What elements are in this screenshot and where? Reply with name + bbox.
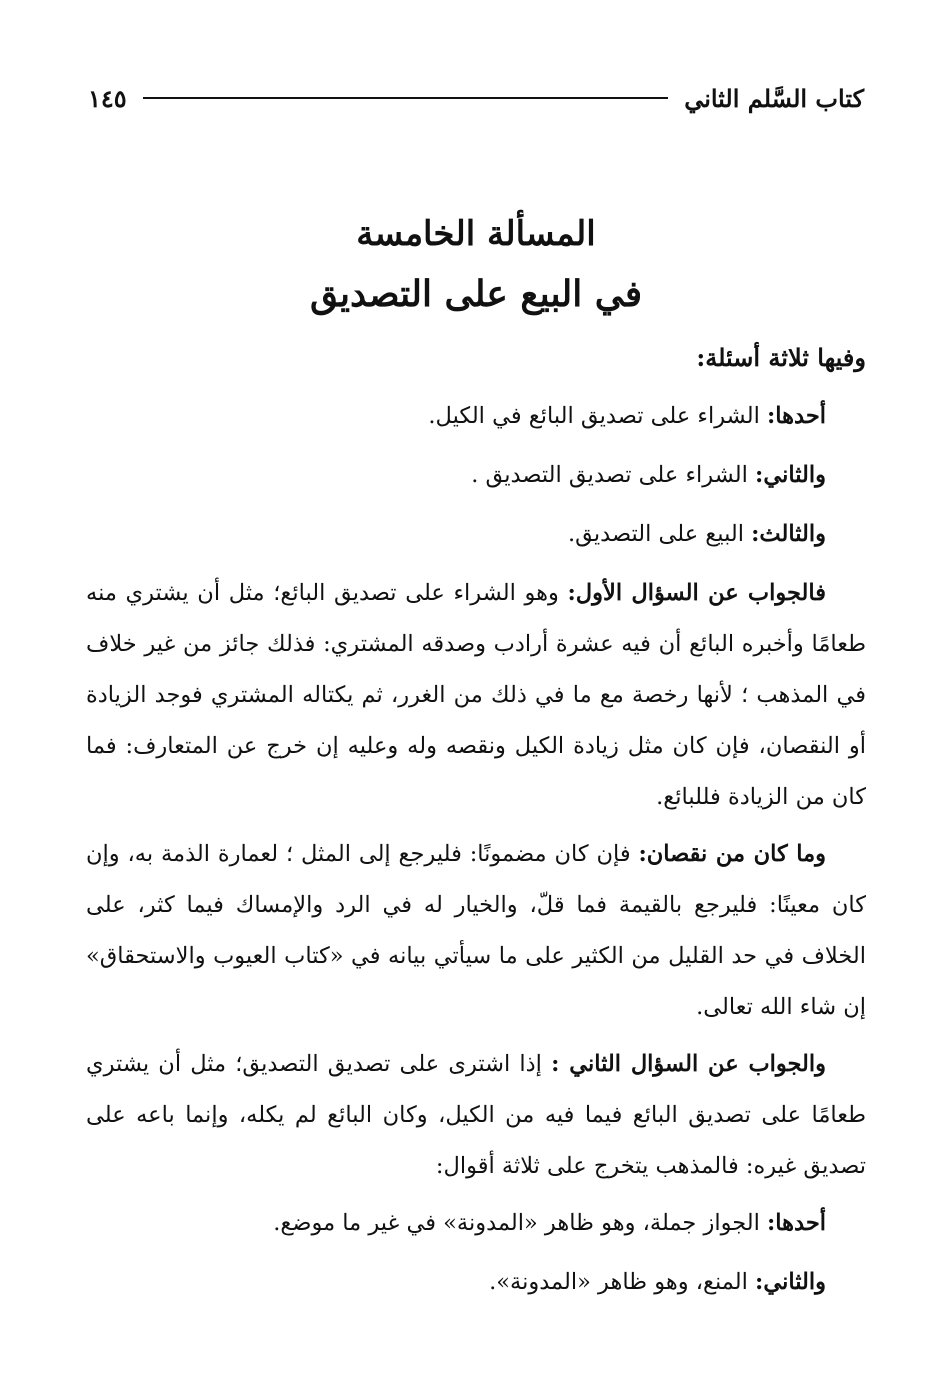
body-text <box>86 332 866 1316</box>
answer-1b-lead: وما كان من نقصان: <box>638 841 826 867</box>
chapter-title: المسألة الخامسة <box>356 214 596 254</box>
answer-1-lead: فالجواب عن السؤال الأول: <box>567 580 826 606</box>
question-item-2 <box>86 450 866 501</box>
opinion-item-1 <box>86 1198 866 1249</box>
question-item-1 <box>86 391 866 442</box>
answer-paragraph-2 <box>86 1039 866 1192</box>
page-number: ١٤٥ <box>88 83 127 113</box>
question-3-text: البيع على التصديق. <box>567 521 752 547</box>
answer-paragraph-1b <box>86 829 866 1033</box>
answer-2-text: إذا اشترى على تصديق التصديق؛ مثل أن يشتري طعامًا على تصديق البائع فيما فيه من الكيل، وكان البائع لم يكله، وإنما باعه على تصديق غيره: فالمذهب يتخرج على ثلاثة أقوال: <box>86 1051 866 1179</box>
running-header <box>88 78 864 118</box>
chapter-heading <box>0 206 952 322</box>
chapter-subtitle: في البيع على التصديق <box>309 273 643 315</box>
opinion-1-lead: أحدها: <box>767 1210 826 1236</box>
question-1-text: الشراء على تصديق البائع في الكيل. <box>428 403 767 429</box>
answer-1b-text: فإن كان مضمونًا: فليرجع إلى المثل ؛ لعمارة الذمة به، وإن كان معينًا: فليرجع بالقيمة فما قلّ، والخيار له في الرد والإمساك فيما كثر، على الخلاف في حد القليل من الكثير على ما سيأتي بيانه في «كتاب العيوب والاستحقاق» إن شاء الله تعالى. <box>86 841 866 1020</box>
opinion-item-2 <box>86 1257 866 1308</box>
question-2-text: الشراء على تصديق التصديق . <box>471 462 756 488</box>
question-2-lead: والثاني: <box>755 462 826 488</box>
question-item-3 <box>86 509 866 560</box>
opinion-1-text: الجواز جملة، وهو ظاهر «المدونة» في غير ما موضع. <box>273 1210 767 1236</box>
answer-1-text: وهو الشراء على تصديق البائع؛ مثل أن يشتري منه طعامًا وأخبره البائع أن فيه عشرة أرادب وصدقه المشتري: فذلك جائز من غير خلاف في المذهب ؛ لأنها رخصة مع ما في ذلك من الغرر، ثم يكتاله المشتري فوجد الزيادة أو النقصان، فإن كان مثل زيادة الكيل ونقصه وله وعليه إن خرج عن المتعارف: فما كان من الزيادة فللبائع. <box>86 580 866 810</box>
question-3-lead: والثالث: <box>751 521 826 547</box>
running-header-title: كتاب السَّلم الثاني <box>684 83 864 113</box>
answer-2-lead: والجواب عن السؤال الثاني : <box>551 1051 826 1077</box>
opinion-2-lead: والثاني: <box>755 1269 826 1295</box>
intro-text: وفيها ثلاثة أسئلة: <box>696 343 866 372</box>
header-rule <box>143 97 669 99</box>
intro-line <box>86 332 866 385</box>
question-1-lead: أحدها: <box>767 403 826 429</box>
opinion-2-text: المنع، وهو ظاهر «المدونة». <box>489 1269 756 1295</box>
answer-paragraph-1 <box>86 568 866 823</box>
